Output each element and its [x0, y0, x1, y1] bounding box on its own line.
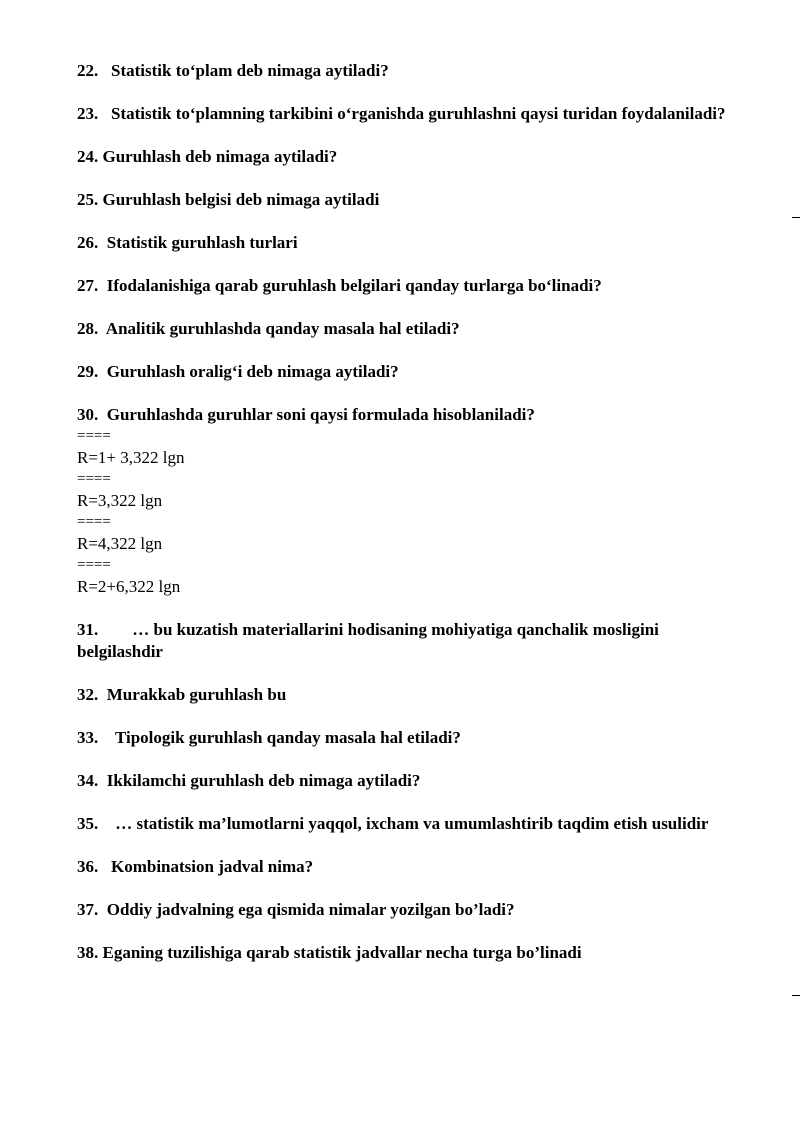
answer-separator: ==== [77, 428, 111, 444]
answer-option-2: R=3,322 lgn [77, 491, 163, 510]
answer-separator: ==== [77, 471, 111, 487]
question-22: 22. Statistik to‘plam deb nimaga aytiladi? [77, 61, 389, 80]
question-37: 37. Oddiy jadvalning ega qismida nimalar yozilgan bo’ladi? [77, 900, 515, 919]
answer-option-3: R=4,322 lgn [77, 534, 163, 553]
question-23: 23. Statistik to‘plamning tarkibini o‘rganishda guruhlashni qaysi turidan foydalaniladi? [77, 104, 726, 123]
question-25: 25. Guruhlash belgisi deb nimaga aytiladi [77, 190, 380, 209]
answer-separator: ==== [77, 514, 111, 530]
question-27: 27. Ifodalanishiga qarab guruhlash belgilari qanday turlarga bo‘linadi? [77, 276, 602, 295]
question-34: 34. Ikkilamchi guruhlash deb nimaga aytiladi? [77, 771, 421, 790]
question-31: 31. … bu kuzatish materiallarini hodisaning mohiyatiga qanchalik mosligini belgilashdir [77, 620, 664, 661]
answer-options [77, 426, 737, 598]
document-page [77, 60, 737, 985]
question-30: 30. Guruhlashda guruhlar soni qaysi formulada hisoblaniladi? [77, 405, 535, 424]
question-36: 36. Kombinatsion jadval nima? [77, 857, 314, 876]
question-24: 24. Guruhlash deb nimaga aytiladi? [77, 147, 338, 166]
question-38: 38. Eganing tuzilishiga qarab statistik jadvallar necha turga bo’linadi [77, 943, 582, 962]
question-35: 35. … statistik ma’lumotlarni yaqqol, ixcham va umumlashtirib taqdim etish usulidir [77, 814, 709, 833]
edge-tick-mark [792, 995, 800, 996]
answer-option-4: R=2+6,322 lgn [77, 577, 181, 596]
answer-option-1: R=1+ 3,322 lgn [77, 448, 185, 467]
edge-tick-mark [792, 217, 800, 218]
question-26: 26. Statistik guruhlash turlari [77, 233, 298, 252]
question-32: 32. Murakkab guruhlash bu [77, 685, 287, 704]
question-28: 28. Analitik guruhlashda qanday masala hal etiladi? [77, 319, 460, 338]
question-33: 33. Tipologik guruhlash qanday masala hal etiladi? [77, 728, 461, 747]
question-29: 29. Guruhlash oralig‘i deb nimaga aytiladi? [77, 362, 399, 381]
answer-separator: ==== [77, 557, 111, 573]
